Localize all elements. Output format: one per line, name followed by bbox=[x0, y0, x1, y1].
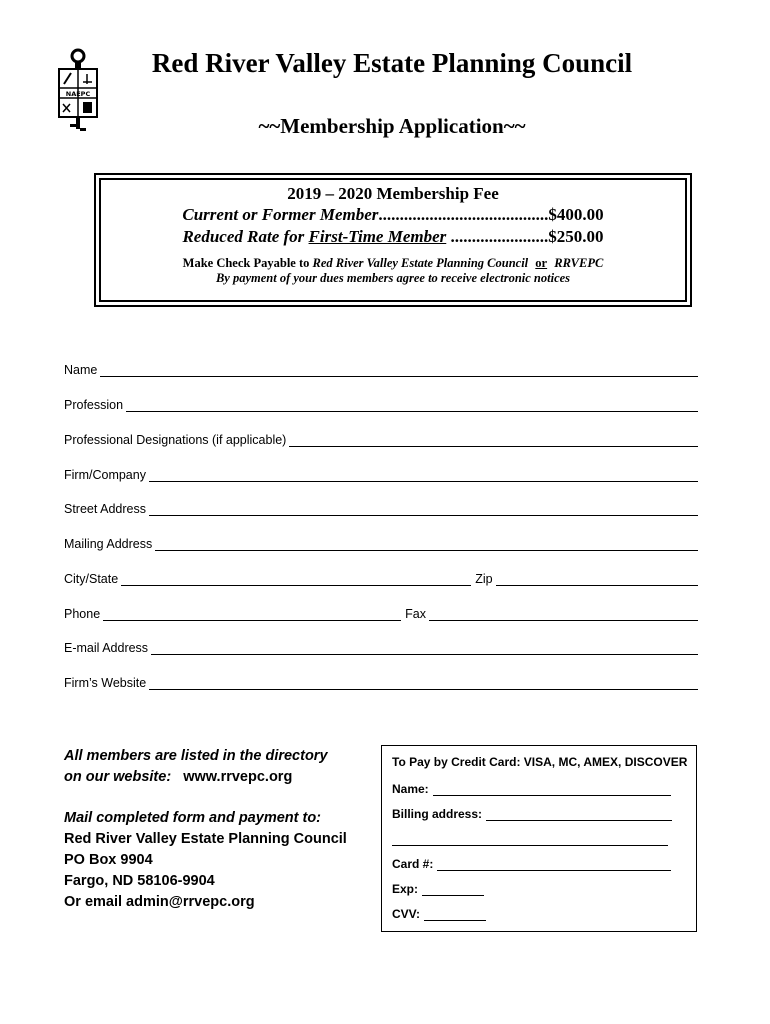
designations-field[interactable]: Professional Designations (if applicable) bbox=[64, 429, 698, 447]
city-state-zip-row: City/State Zip bbox=[64, 568, 698, 586]
fee-first-time-member: Reduced Rate for First-Time Member .......................$250.00 bbox=[182, 227, 604, 246]
cc-exp-field[interactable]: Exp: bbox=[392, 871, 696, 896]
cc-card-number-field[interactable]: Card #: bbox=[392, 846, 696, 871]
fee-heading: 2019 – 2020 Membership Fee bbox=[287, 184, 499, 203]
electronic-notice-text: By payment of your dues members agree to receive electronic notices bbox=[215, 271, 571, 285]
mailing-address-field[interactable]: Mailing Address bbox=[64, 533, 698, 551]
firm-website-field[interactable]: Firm’s Website bbox=[64, 672, 698, 690]
membership-fee-box bbox=[94, 173, 692, 307]
cc-cvv-field[interactable]: CVV: bbox=[392, 896, 696, 921]
firm-company-field[interactable]: Firm/Company bbox=[64, 464, 698, 482]
cc-name-field[interactable]: Name: bbox=[392, 771, 696, 796]
page-title: Red River Valley Estate Planning Council bbox=[151, 48, 633, 78]
check-payable-text: Make Check Payable to Red River Valley Estate Planning Council or RRVEPC bbox=[182, 256, 604, 270]
credit-card-box bbox=[381, 745, 697, 932]
fax-field[interactable] bbox=[429, 607, 698, 621]
cc-heading: To Pay by Credit Card: VISA, MC, AMEX, DISCOVER bbox=[392, 755, 688, 769]
street-address-field[interactable]: Street Address bbox=[64, 498, 698, 516]
mailing-info: All members are listed in the directory on our website: www.rrvepc.org Mail completed form and payment to: Red River Valley Estate Planning Council PO Box 9904 Fargo, ND 58106-9904 Or email admin@rrvepc.org bbox=[64, 746, 364, 913]
phone-fax-row: Phone Fax bbox=[64, 603, 698, 621]
cc-billing-line-2[interactable] bbox=[392, 821, 696, 846]
email-address-field[interactable]: E-mail Address bbox=[64, 637, 698, 655]
fee-current-member: Current or Former Member........................................$400.00 bbox=[182, 205, 604, 224]
phone-field[interactable] bbox=[103, 607, 401, 621]
website-link[interactable]: www.rrvepc.org bbox=[183, 769, 293, 785]
profession-field[interactable]: Profession bbox=[64, 394, 698, 412]
svg-text:NAEPC: NAEPC bbox=[65, 90, 91, 98]
cc-billing-field[interactable]: Billing address: bbox=[392, 796, 696, 821]
zip-field[interactable] bbox=[496, 572, 698, 586]
email-contact[interactable]: Or email admin@rrvepc.org bbox=[64, 894, 255, 910]
city-state-field[interactable] bbox=[121, 572, 471, 586]
name-field[interactable]: Name bbox=[64, 359, 698, 377]
page-subtitle: ~~Membership Application~~ bbox=[258, 114, 526, 138]
